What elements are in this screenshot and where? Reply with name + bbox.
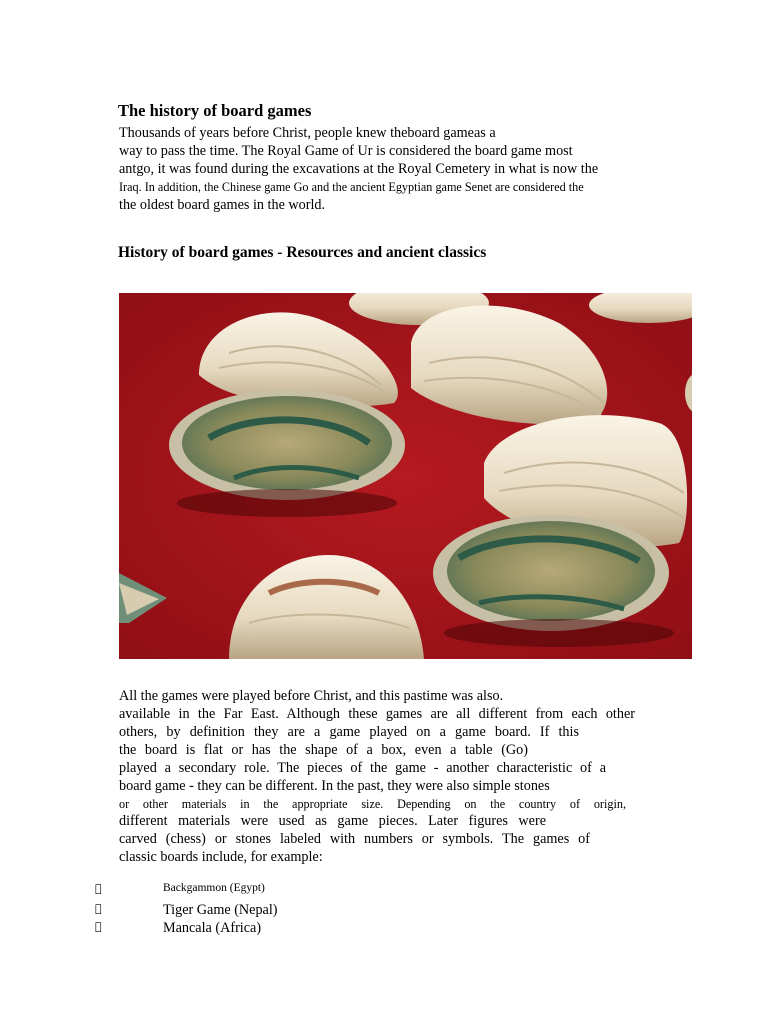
list-item-text: Backgammon (Egypt) (163, 882, 265, 894)
checkbox-bullet-icon (95, 920, 102, 934)
intro-line: Iraq. In addition, the Chinese game Go and the ancient Egyptian game Senet are considered the (119, 180, 584, 194)
body-line: board game - they can be different. In the past, they were also simple stones (119, 778, 550, 794)
open-shell (169, 390, 405, 517)
shells-illustration (119, 293, 692, 659)
intro-line: the oldest board games in the world. (119, 197, 326, 213)
body-line: carved (chess) or stones labeled with numbers or symbols. The games of (119, 831, 590, 847)
body-line: others, by definition they are a game played on a game board. If this (119, 724, 579, 740)
shells-photo (119, 293, 692, 659)
section-heading: History of board games - Resources and ancient classics (118, 244, 487, 261)
intro-line: way to pass the time. The Royal Game of Ur is considered the board game most (119, 143, 573, 159)
checkbox-bullet-icon (95, 902, 102, 916)
body-line: different materials were used as game pieces. Later figures were (119, 813, 546, 829)
list-item-text: Mancala (Africa) (163, 920, 262, 936)
body-line: played a secondary role. The pieces of the game - another characteristic of a (119, 760, 606, 776)
body-line: All the games were played before Christ, and this pastime was also. (119, 688, 504, 704)
body-line: available in the Far East. Although these games are all different from each other (119, 706, 635, 722)
body-line: the board is flat or has the shape of a box, even a table (Go) (119, 742, 528, 758)
list-item-text: Tiger Game (Nepal) (163, 902, 278, 918)
open-shell (433, 515, 674, 647)
body-line: classic boards include, for example: (119, 849, 323, 865)
page-title: The history of board games (118, 101, 312, 120)
intro-line: Thousands of years before Christ, people knew theboard gameas a (119, 125, 496, 141)
body-line: or other materials in the appropriate size. Depending on the country of origin, (119, 797, 626, 811)
intro-line: antgo, it was found during the excavations at the Royal Cemetery in what is now the (119, 161, 599, 177)
checkbox-bullet-icon (95, 882, 102, 896)
